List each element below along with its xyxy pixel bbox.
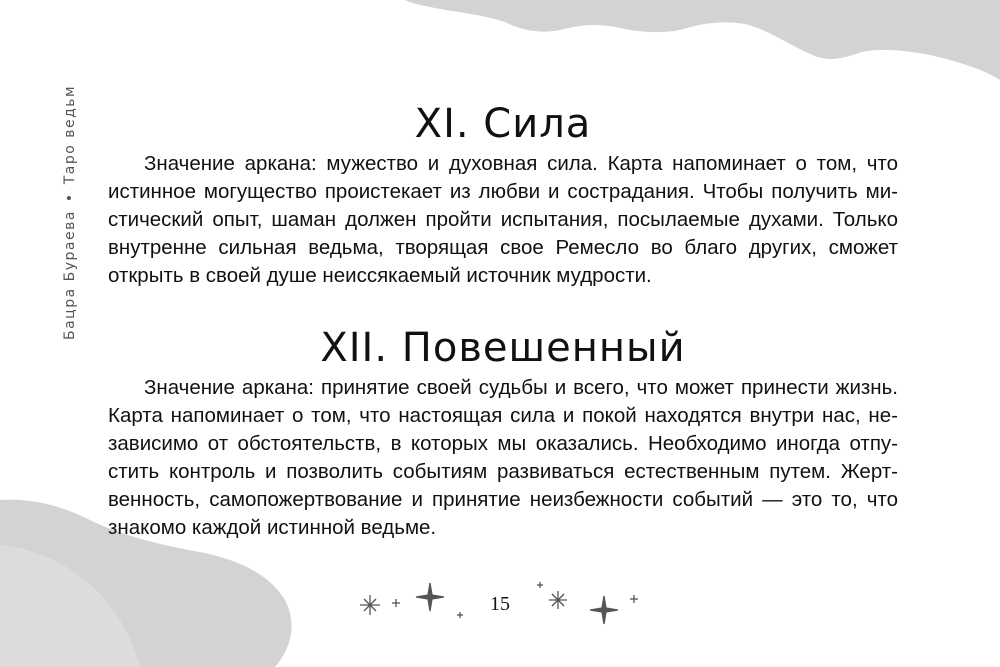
book-title: Таро ведьм — [62, 84, 78, 185]
sparkle-icon — [457, 612, 463, 618]
sparkle-icon — [630, 595, 638, 603]
caption-separator: • — [62, 192, 78, 203]
running-head — [62, 84, 82, 340]
sparkle-icon — [537, 582, 543, 588]
sparkle-icon — [392, 599, 400, 607]
page-content — [108, 98, 898, 542]
section-text-strength: Значение аркана: мужество и духовная сила. Карта напоминает о том, что истинное могущество проистекает из любви и сострадания. Чтобы получить мистический опыт, шаман должен пройти испытания, посылаемые духами. Только внутренне сильная ведьма, творящая свое Ремесло во благо других, сможет открыть в своей душе неиссякаемый источник мудрости. — [108, 152, 898, 287]
page-footer — [0, 575, 1000, 635]
author-name: Бацра Бураева — [62, 210, 78, 340]
star-icon — [360, 595, 380, 615]
section-title-hanged-man: XII. Повешенный — [320, 325, 686, 371]
page-number: 15 — [490, 593, 510, 615]
star-icon — [590, 596, 618, 624]
section-text-hanged-man: Значение аркана: принятие своей судьбы и всего, что может принести жизнь. Карта напоминает о том, что настоящая сила и покой находятся внутри нас, независимо от обстоятельств, в которых мы оказались. Необходимо иногда отпустить контроль и позволить событиям развиваться естественным путем. Жертвенность, самопожертвование и принятие неизбежности событий — это то, что знакомо каждой истинной ведьме. — [108, 376, 898, 539]
section-title-strength: XI. Сила — [414, 101, 592, 147]
star-icon — [416, 583, 444, 611]
star-icon — [549, 591, 567, 609]
